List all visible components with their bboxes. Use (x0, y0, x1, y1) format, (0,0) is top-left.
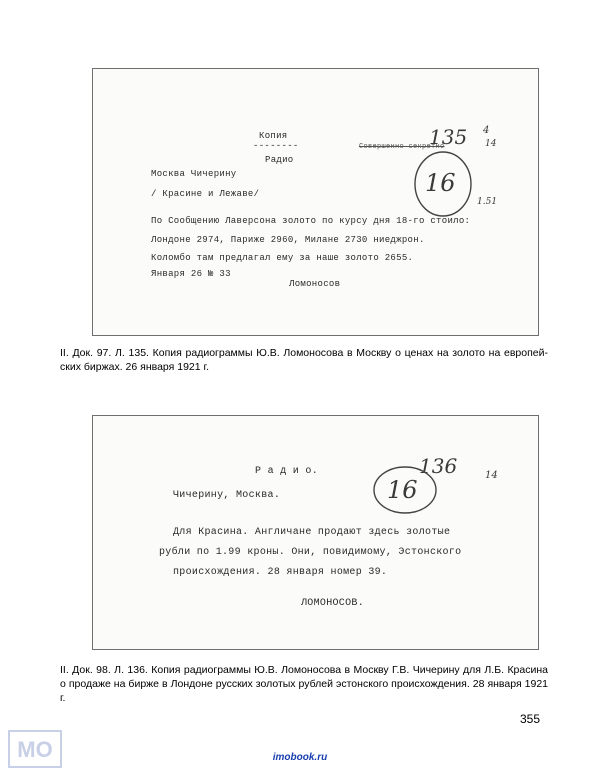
doc2-margin-note: 14 (485, 470, 498, 481)
doc2-circle-number: 16 (387, 476, 418, 504)
document-scan-1 (92, 68, 539, 336)
doc2-line-2: Для Красина. Англичане продают здесь золотые (173, 527, 451, 538)
footer-site-link[interactable]: imobook.ru (272, 752, 328, 763)
doc1-handwritten-number: 135 (429, 125, 468, 149)
doc1-line-4: Лондоне 2974, Париже 2960, Милане 2730 ниеджрон. (151, 235, 425, 245)
doc1-line-1: Москва Чичерину (151, 169, 237, 179)
doc1-signature: Ломоносов (289, 279, 341, 289)
page-number: 355 (519, 712, 540, 726)
doc1-line-2: / Красине и Лежаве/ (151, 189, 260, 199)
doc1-margin-note-c: 1.51 (477, 197, 498, 207)
doc1-subheading: Радио (265, 155, 294, 165)
doc2-heading: Р а д и о. (255, 466, 319, 477)
caption-doc-98: II. Док. 98. Л. 136. Копия радиограммы Ю.В. Ломоносова в Москву Г.В. Чичерину для Л.Б. Красина о продаже на бирже в Лондоне русских золотых рублей эстонского происхождения. 28 января 1921 г. (60, 664, 548, 704)
doc1-crossed-text: Совершенно секретно (359, 143, 445, 151)
doc2-line-1: Чичерину, Москва. (173, 490, 281, 501)
doc1-heading: Копия (259, 131, 288, 141)
doc1-line-6: Января 26 № 33 (151, 269, 231, 279)
doc1-line-3: По Сообщению Лаверсона золото по курсу дня 18-го стоило: (151, 216, 471, 226)
doc1-margin-note-b: 14 (485, 139, 497, 149)
doc2-handwritten-number: 136 (419, 454, 458, 478)
doc1-heading-rule: -------- (253, 141, 299, 151)
caption-doc-97: II. Док. 97. Л. 135. Копия радиограммы Ю.В. Ломоносова в Москву о ценах на золото на европейских биржах. 26 января 1921 г. (60, 347, 548, 373)
doc2-line-4: происхождения. 28 января номер 39. (173, 567, 388, 578)
doc1-line-5: Коломбо там предлагал ему за наше золото 2655. (151, 253, 414, 263)
doc2-line-3: рубли по 1.99 кроны. Они, повидимому, Эстонского (159, 547, 462, 558)
doc2-signature: ЛОМОНОСОВ. (301, 598, 365, 609)
doc1-margin-note-a: 4 (483, 125, 490, 136)
publisher-logo: MO (8, 730, 62, 768)
doc1-circle-number: 16 (425, 169, 456, 197)
document-scan-2 (92, 415, 539, 650)
